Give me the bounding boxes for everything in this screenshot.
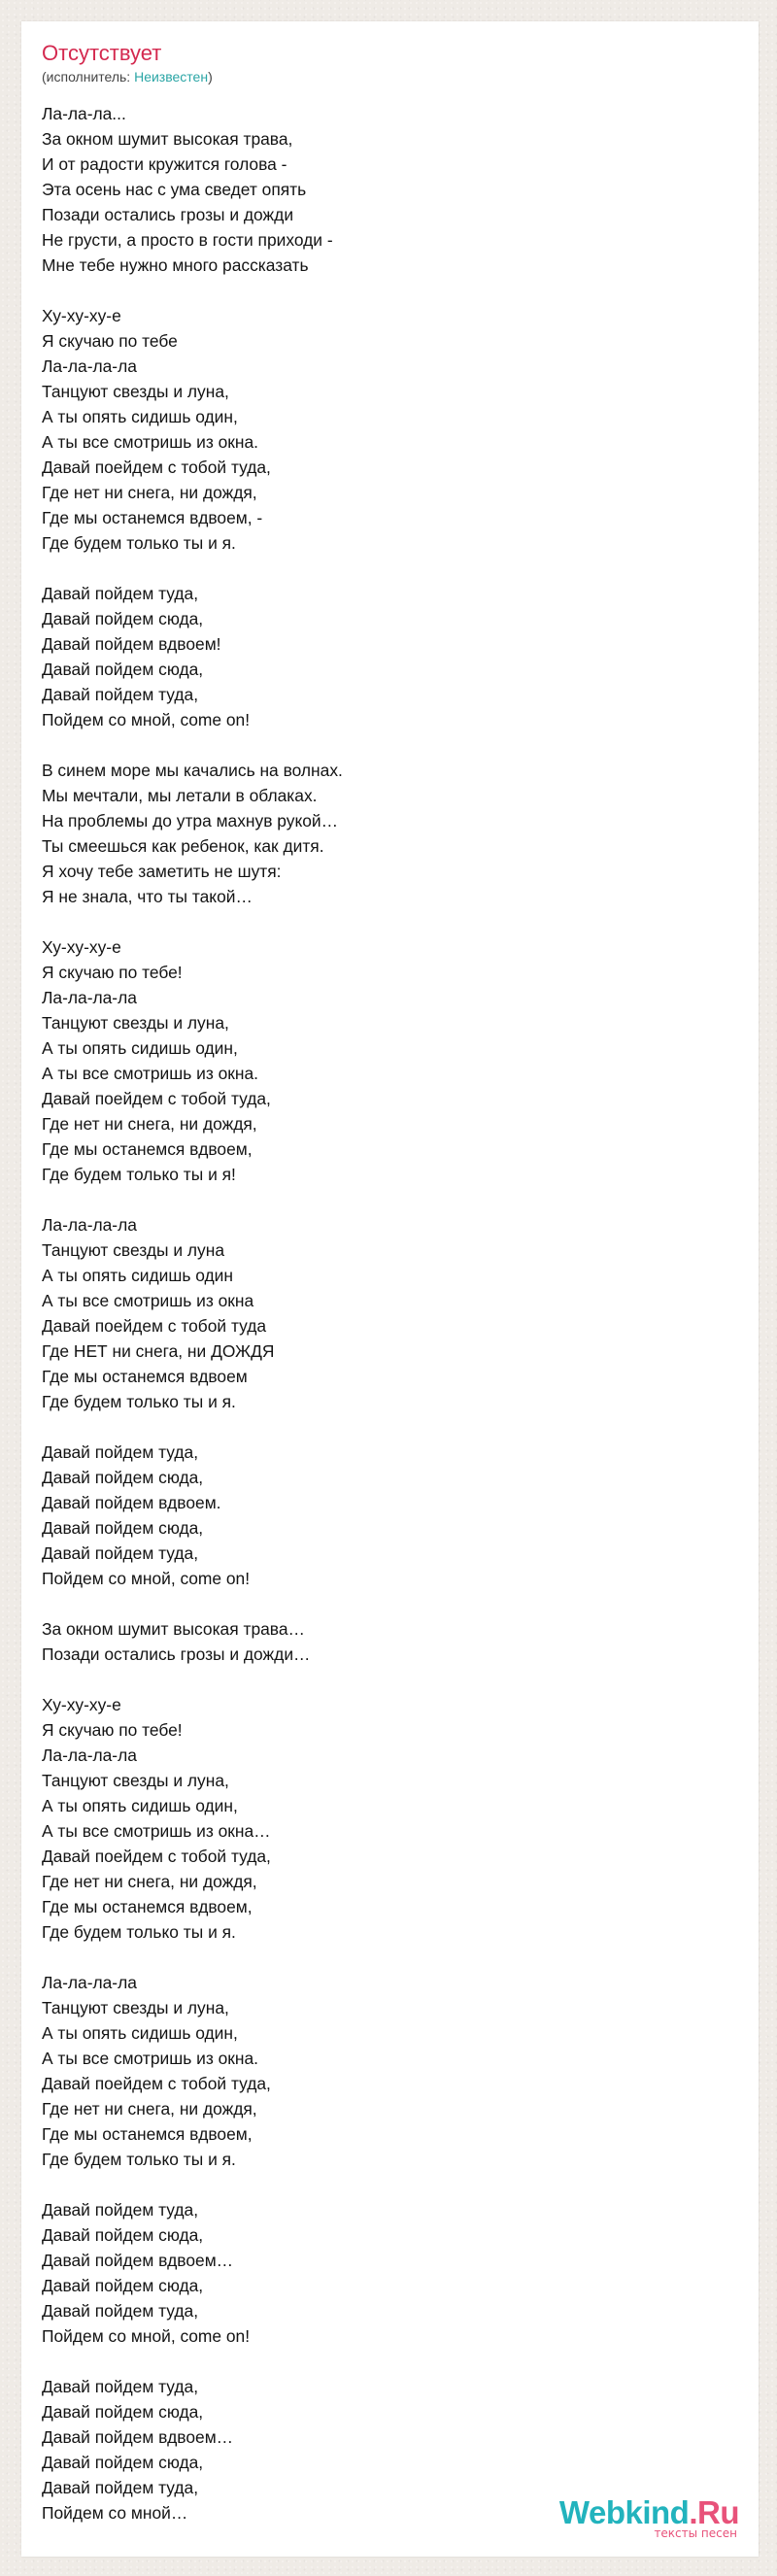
- lyrics-line: Где НЕТ ни снега, ни ДОЖДЯ: [42, 1341, 275, 1361]
- lyrics-line: Давай поейдем с тобой туда,: [42, 2074, 271, 2093]
- lyrics-line: И от радости кружится голова -: [42, 154, 287, 174]
- lyrics-stanza: [42, 1970, 739, 2172]
- lyrics-line: Давай пойдем сюда,: [42, 660, 204, 679]
- artist-link[interactable]: Неизвестен: [134, 69, 209, 85]
- brand-name-main: Webkind: [558, 2494, 690, 2530]
- lyrics-line: Танцуют свезды и луна,: [42, 1771, 229, 1790]
- lyrics-line: А ты опять сидишь один,: [42, 1796, 238, 1815]
- lyrics-line: Ла-ла-ла-ла: [42, 356, 137, 376]
- lyrics-stanza: [42, 581, 739, 732]
- lyrics-line: А ты опять сидишь один: [42, 1266, 233, 1285]
- lyrics-line: Давай пойдем вдвоем…: [42, 2427, 234, 2447]
- lyrics-line: А ты все смотришь из окна.: [42, 432, 259, 452]
- artist-prefix: (исполнитель:: [42, 69, 135, 85]
- lyrics-line: Давай поейдем с тобой туда,: [42, 458, 271, 477]
- lyrics-line: Я скучаю по тебе!: [42, 1720, 183, 1740]
- lyrics-stanza: [42, 934, 739, 1187]
- lyrics-stanza: [42, 101, 739, 278]
- lyrics-stanza: [42, 1212, 739, 1414]
- lyrics-line: Ла-ла-ла-ла: [42, 1215, 137, 1235]
- lyrics-line: Я хочу тебе заметить не шутя:: [42, 862, 282, 881]
- lyrics-line: Где мы останемся вдвоем: [42, 1367, 248, 1386]
- lyrics-line: Позади остались грозы и дожди: [42, 205, 294, 224]
- lyrics-line: Давай пойдем туда,: [42, 2377, 199, 2396]
- lyrics-line: Танцуют свезды и луна,: [42, 1998, 229, 2017]
- lyrics-line: Пойдем со мной, come on!: [42, 1569, 251, 1588]
- brand-tld: .Ru: [689, 2494, 739, 2530]
- lyrics-line: Давай пойдем туда,: [42, 1442, 199, 1462]
- lyrics-line: А ты все смотришь из окна.: [42, 2049, 259, 2068]
- lyrics-line: Давай пойдем сюда,: [42, 1468, 204, 1487]
- lyrics-line: За окном шумит высокая трава…: [42, 1619, 305, 1639]
- lyrics-stanza: [42, 758, 739, 909]
- lyrics-line: Где мы останемся вдвоем, -: [42, 508, 263, 527]
- lyrics-line: Позади остались грозы и дожди…: [42, 1644, 311, 1664]
- lyrics-stanza: [42, 2197, 739, 2349]
- song-title: Отсутствует: [42, 41, 162, 65]
- lyrics-line: Где мы останемся вдвоем,: [42, 1897, 253, 1916]
- lyrics-stanza: [42, 303, 739, 556]
- lyrics-line: Где мы останемся вдвоем,: [42, 2124, 253, 2144]
- lyrics-line: Давай поейдем с тобой туда: [42, 1316, 267, 1336]
- lyrics-line: В синем море мы качались на волнах.: [42, 761, 343, 780]
- lyrics-line: А ты все смотришь из окна…: [42, 1821, 271, 1841]
- lyrics-line: Пойдем со мной, come on!: [42, 2326, 251, 2346]
- lyrics-line: Танцуют свезды и луна,: [42, 1013, 229, 1033]
- brand-subtitle: тексты песен: [654, 2526, 737, 2540]
- lyrics-line: Давай пойдем туда,: [42, 1543, 199, 1563]
- lyrics-line: Где будем только ты и я.: [42, 2150, 236, 2169]
- lyrics-line: Ла-ла-ла-ла: [42, 1973, 137, 1992]
- lyrics-line: Танцуют свезды и луна: [42, 1240, 224, 1260]
- lyrics-line: Давай пойдем сюда,: [42, 1518, 204, 1538]
- lyrics-stanza: [42, 1440, 739, 1591]
- lyrics-line: Где будем только ты и я.: [42, 1392, 236, 1411]
- lyrics-text: [42, 101, 739, 2525]
- lyrics-line: Ла-ла-ла-ла: [42, 988, 137, 1007]
- lyrics-line: А ты все смотришь из окна.: [42, 1064, 259, 1083]
- lyrics-line: Я скучаю по тебе!: [42, 963, 183, 982]
- artist-line: [42, 68, 739, 85]
- lyrics-line: Ты смеешься как ребенок, как дитя.: [42, 836, 324, 856]
- lyrics-line: Давай пойдем туда,: [42, 584, 199, 603]
- artist-suffix: ): [208, 69, 213, 85]
- lyrics-line: Ла-ла-ла...: [42, 104, 126, 123]
- lyrics-line: Не грусти, а просто в гости приходи -: [42, 230, 333, 250]
- lyrics-stanza: [42, 1616, 739, 1667]
- lyrics-line: Давай пойдем туда,: [42, 2301, 199, 2321]
- lyrics-line: Где мы останемся вдвоем,: [42, 1139, 253, 1159]
- lyrics-line: Ху-ху-ху-е: [42, 937, 121, 957]
- lyrics-line: На проблемы до утра махнув рукой…: [42, 811, 339, 830]
- lyrics-line: Где будем только ты и я.: [42, 533, 236, 553]
- lyrics-line: Давай пойдем туда,: [42, 2200, 199, 2220]
- lyrics-line: Я не знала, что ты такой…: [42, 887, 253, 906]
- brand-name: [559, 2496, 739, 2529]
- lyrics-line: А ты опять сидишь один,: [42, 1038, 238, 1058]
- lyrics-line: Ху-ху-ху-е: [42, 306, 121, 325]
- lyrics-line: Где нет ни снега, ни дождя,: [42, 2099, 257, 2118]
- lyrics-line: Где будем только ты и я!: [42, 1165, 236, 1184]
- lyrics-line: Эта осень нас с ума сведет опять: [42, 180, 307, 199]
- lyrics-card: [21, 21, 759, 2557]
- lyrics-line: Где нет ни снега, ни дождя,: [42, 1872, 257, 1891]
- lyrics-line: А ты опять сидишь один,: [42, 2023, 238, 2043]
- lyrics-stanza: [42, 1692, 739, 1945]
- lyrics-line: Давай пойдем вдвоем…: [42, 2251, 234, 2270]
- lyrics-line: Мы мечтали, мы летали в облаках.: [42, 786, 318, 805]
- lyrics-line: Давай поейдем с тобой туда,: [42, 1089, 271, 1108]
- lyrics-line: Давай пойдем туда,: [42, 685, 199, 704]
- lyrics-line: Давай пойдем туда,: [42, 2478, 199, 2497]
- lyrics-line: Танцуют свезды и луна,: [42, 382, 229, 401]
- lyrics-line: Ла-ла-ла-ла: [42, 1746, 137, 1765]
- lyrics-line: Где нет ни снега, ни дождя,: [42, 483, 257, 502]
- lyrics-line: Давай пойдем сюда,: [42, 2402, 204, 2422]
- lyrics-line: Давай пойдем сюда,: [42, 2453, 204, 2472]
- lyrics-line: Давай пойдем вдвоем!: [42, 634, 221, 654]
- lyrics-line: Где нет ни снега, ни дождя,: [42, 1114, 257, 1134]
- lyrics-line: Пойдем со мной, come on!: [42, 710, 251, 729]
- lyrics-line: Давай поейдем с тобой туда,: [42, 1847, 271, 1866]
- webkind-logo[interactable]: [559, 2496, 739, 2539]
- lyrics-line: Давай пойдем сюда,: [42, 2225, 204, 2245]
- lyrics-line: Мне тебе нужно много рассказать: [42, 255, 309, 275]
- lyrics-line: А ты все смотришь из окна: [42, 1291, 254, 1310]
- lyrics-line: Ху-ху-ху-е: [42, 1695, 121, 1714]
- lyrics-line: Давай пойдем сюда,: [42, 609, 204, 628]
- lyrics-line: Пойдем со мной…: [42, 2503, 188, 2523]
- lyrics-line: Давай пойдем сюда,: [42, 2276, 204, 2295]
- lyrics-line: А ты опять сидишь один,: [42, 407, 238, 426]
- lyrics-line: Где будем только ты и я.: [42, 1922, 236, 1942]
- lyrics-line: Я скучаю по тебе: [42, 331, 178, 351]
- lyrics-line: Давай пойдем вдвоем.: [42, 1493, 221, 1512]
- lyrics-line: За окном шумит высокая трава,: [42, 129, 293, 149]
